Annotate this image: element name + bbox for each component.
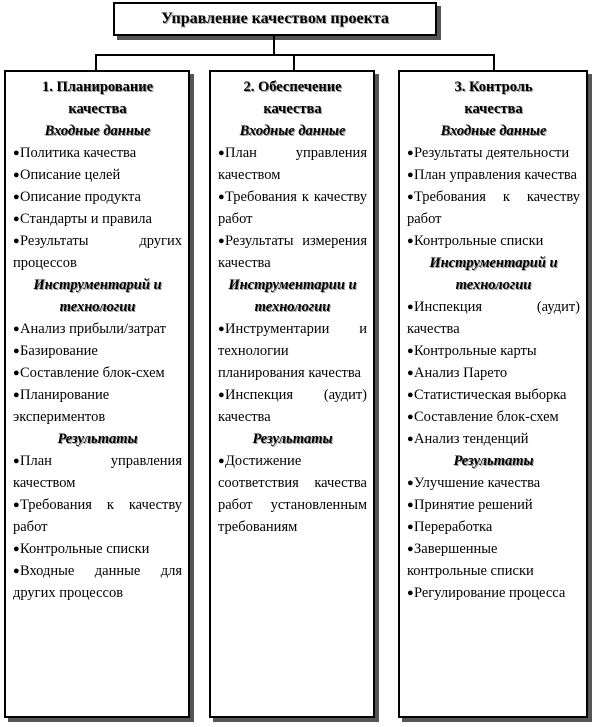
list-item-text: План управления качеством [218,145,367,183]
section-heading: Результаты [453,453,534,469]
bullet-icon: ● [13,543,20,555]
connector-vertical-3 [493,54,495,71]
bullet-icon: ● [218,455,225,467]
section-heading: Инструментарии и технологии [228,277,357,315]
list-item-text: Результаты других процессов [13,233,182,271]
list-item-text: Требования к качеству работ [218,189,367,227]
list-item [407,516,580,538]
connector-horizontal [95,54,495,56]
connector-vertical-2 [293,54,295,71]
list-item [13,340,182,362]
list-item-text: Результаты измерения качества [218,233,367,271]
bullet-icon: ● [407,345,414,357]
list-item-text: Контрольные карты [414,343,537,359]
list-item-text: Составление блок-схем [20,365,165,381]
section-heading: Результаты [252,431,333,447]
bullet-icon: ● [13,499,20,511]
bullet-icon: ● [13,235,20,247]
bullet-icon: ● [407,389,414,401]
bullet-icon: ● [407,191,414,203]
list-item [13,384,182,428]
column-control [398,70,588,718]
list-item [13,494,182,538]
section-heading: Входные данные [44,123,151,139]
bullet-icon: ● [13,345,20,357]
bullet-icon: ● [407,301,414,313]
list-item [13,230,182,274]
bullet-icon: ● [218,191,225,203]
connector-vertical-root [273,35,275,55]
list-item-text: Контрольные списки [20,541,150,557]
list-item [13,186,182,208]
list-item-text: Достижение соответствия качества работ установленным требованиям [218,453,367,535]
list-item-text: Инспекция (аудит) качества [218,387,367,425]
list-item [407,296,580,340]
bullet-icon: ● [13,565,20,577]
section-heading: Инструментарий и технологии [33,277,162,315]
list-item-text: Анализ тенденций [414,431,529,447]
list-item-text: Улучшение качества [414,475,541,491]
list-item-text: Описание продукта [20,189,141,205]
list-item [407,472,580,494]
list-item [407,428,580,450]
bullet-icon: ● [13,213,20,225]
section-heading: Входные данные [440,123,547,139]
list-item-text: Статистическая выборка [414,387,567,403]
list-item [218,450,367,538]
bullet-icon: ● [13,455,20,467]
list-item [407,538,580,582]
bullet-icon: ● [218,147,225,159]
bullet-icon: ● [218,235,225,247]
list-item [13,560,182,604]
list-item-text: Требования к качеству работ [13,497,182,535]
list-item-text: Составление блок-схем [414,409,559,425]
list-item-text: Инструментарии и технологии планирования качества [218,321,367,381]
bullet-icon: ● [407,411,414,423]
bullet-icon: ● [407,169,414,181]
list-item [218,318,367,384]
list-item [13,538,182,560]
list-item [407,230,580,252]
list-item [407,582,580,604]
list-item [13,142,182,164]
list-item-text: Планирование экспериментов [13,387,110,425]
list-item-text: Инспекция (аудит) качества [407,299,580,337]
list-item [13,318,182,340]
bullet-icon: ● [407,543,414,555]
list-item-text: Результаты деятельности [414,145,570,161]
list-item-text: Переработка [414,519,493,535]
list-item-text: Регулирование процесса [414,585,566,601]
list-item [407,362,580,384]
list-item [218,186,367,230]
list-item [13,164,182,186]
column-title: 3. Контроль [454,79,533,95]
section-heading: Результаты [57,431,138,447]
bullet-icon: ● [218,323,225,335]
column-title: качества [263,101,322,117]
list-item [13,450,182,494]
bullet-icon: ● [13,367,20,379]
bullet-icon: ● [407,147,414,159]
bullet-icon: ● [407,433,414,445]
list-item-text: Базирование [20,343,98,359]
list-item [218,142,367,186]
list-item [13,362,182,384]
diagram-title: Управление качеством проекта [113,2,437,36]
bullet-icon: ● [407,367,414,379]
list-item-text: Анализ Парето [414,365,508,381]
list-item [218,384,367,428]
list-item [218,230,367,274]
list-item [407,340,580,362]
list-item [407,186,580,230]
list-item-text: Стандарты и правила [20,211,152,227]
column-title: качества [464,101,523,117]
bullet-icon: ● [407,235,414,247]
list-item-text: План управления качеством [13,453,182,491]
list-item-text: Политика качества [20,145,137,161]
list-item [407,406,580,428]
bullet-icon: ● [13,169,20,181]
bullet-icon: ● [407,521,414,533]
bullet-icon: ● [407,477,414,489]
column-planning [4,70,190,718]
column-assurance [209,70,375,718]
list-item-text: Контрольные списки [414,233,544,249]
list-item-text: Описание целей [20,167,121,183]
list-item [407,384,580,406]
bullet-icon: ● [407,587,414,599]
connector-vertical-1 [95,54,97,71]
bullet-icon: ● [13,147,20,159]
bullet-icon: ● [13,389,20,401]
section-heading: Входные данные [239,123,346,139]
list-item [407,142,580,164]
list-item-text: Требования к качеству работ [407,189,580,227]
list-item-text: Анализ прибыли/затрат [20,321,167,337]
column-title: 1. Планирование [41,79,154,95]
list-item [13,208,182,230]
list-item-text: План управления качества [414,167,577,183]
column-title: качества [68,101,127,117]
list-item [407,164,580,186]
section-heading: Инструментарий и технологии [429,255,558,293]
list-item-text: Завершенные контрольные списки [407,541,534,579]
list-item-text: Принятие решений [414,497,533,513]
list-item [407,494,580,516]
list-item-text: Входные данные для других процессов [13,563,182,601]
bullet-icon: ● [13,191,20,203]
bullet-icon: ● [407,499,414,511]
column-title: 2. Обеспечение [243,79,342,95]
bullet-icon: ● [13,323,20,335]
bullet-icon: ● [218,389,225,401]
